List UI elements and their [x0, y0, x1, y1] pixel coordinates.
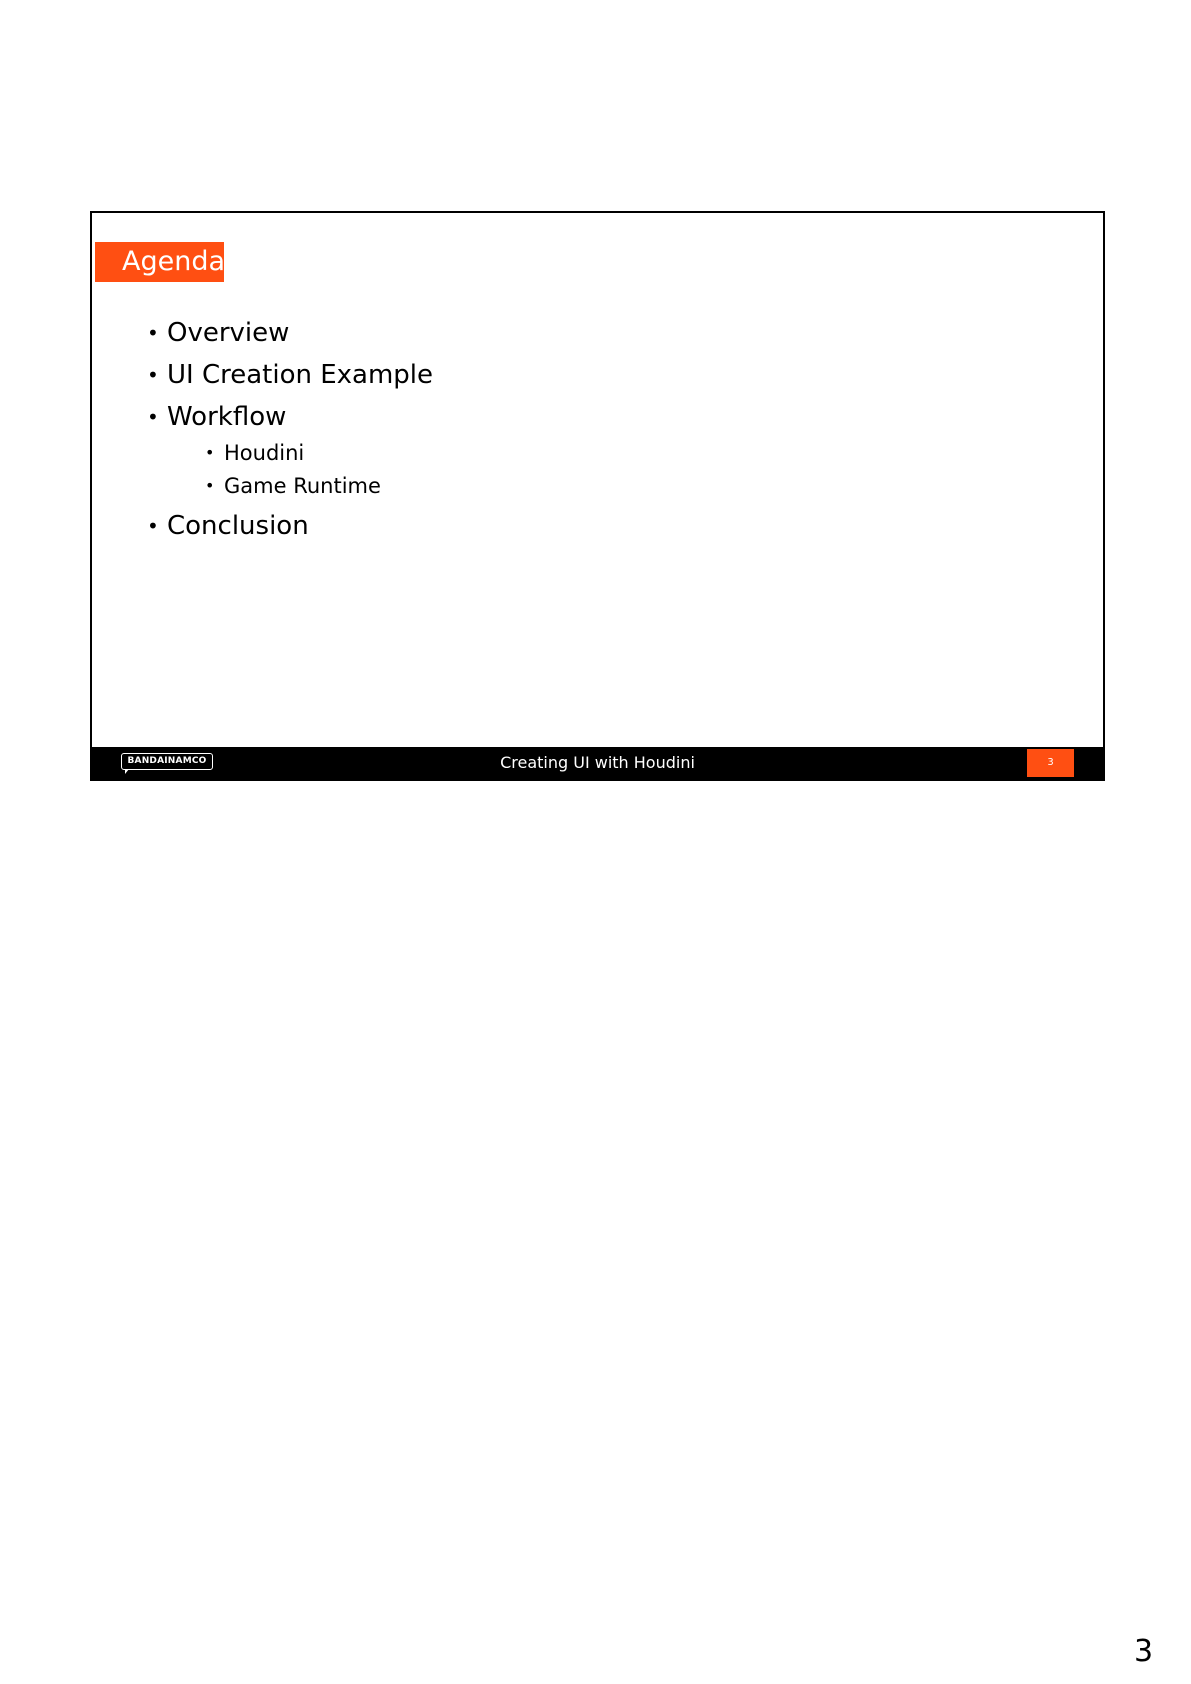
agenda-item-workflow-label: Workflow [167, 402, 287, 432]
agenda-item-workflow [147, 400, 433, 501]
slide-title: Agenda [95, 242, 224, 282]
agenda-list [147, 316, 433, 551]
footer-title: Creating UI with Houdini [500, 753, 695, 772]
agenda-subitem-houdini: • Houdini [205, 438, 433, 468]
agenda-item-ui-creation-example: • UI Creation Example [147, 358, 433, 392]
agenda-item-conclusion: • Conclusion [147, 509, 433, 543]
workflow-sub-list [205, 438, 433, 501]
slide-number-badge: 3 [1027, 749, 1074, 777]
agenda-slide [90, 211, 1105, 781]
agenda-subitem-game-runtime: • Game Runtime [205, 471, 433, 501]
page-number: 3 [1134, 1634, 1154, 1669]
agenda-item-overview: • Overview [147, 316, 433, 350]
slide-footer [92, 747, 1103, 779]
logo-text: BANDAINAMCO [127, 756, 207, 766]
